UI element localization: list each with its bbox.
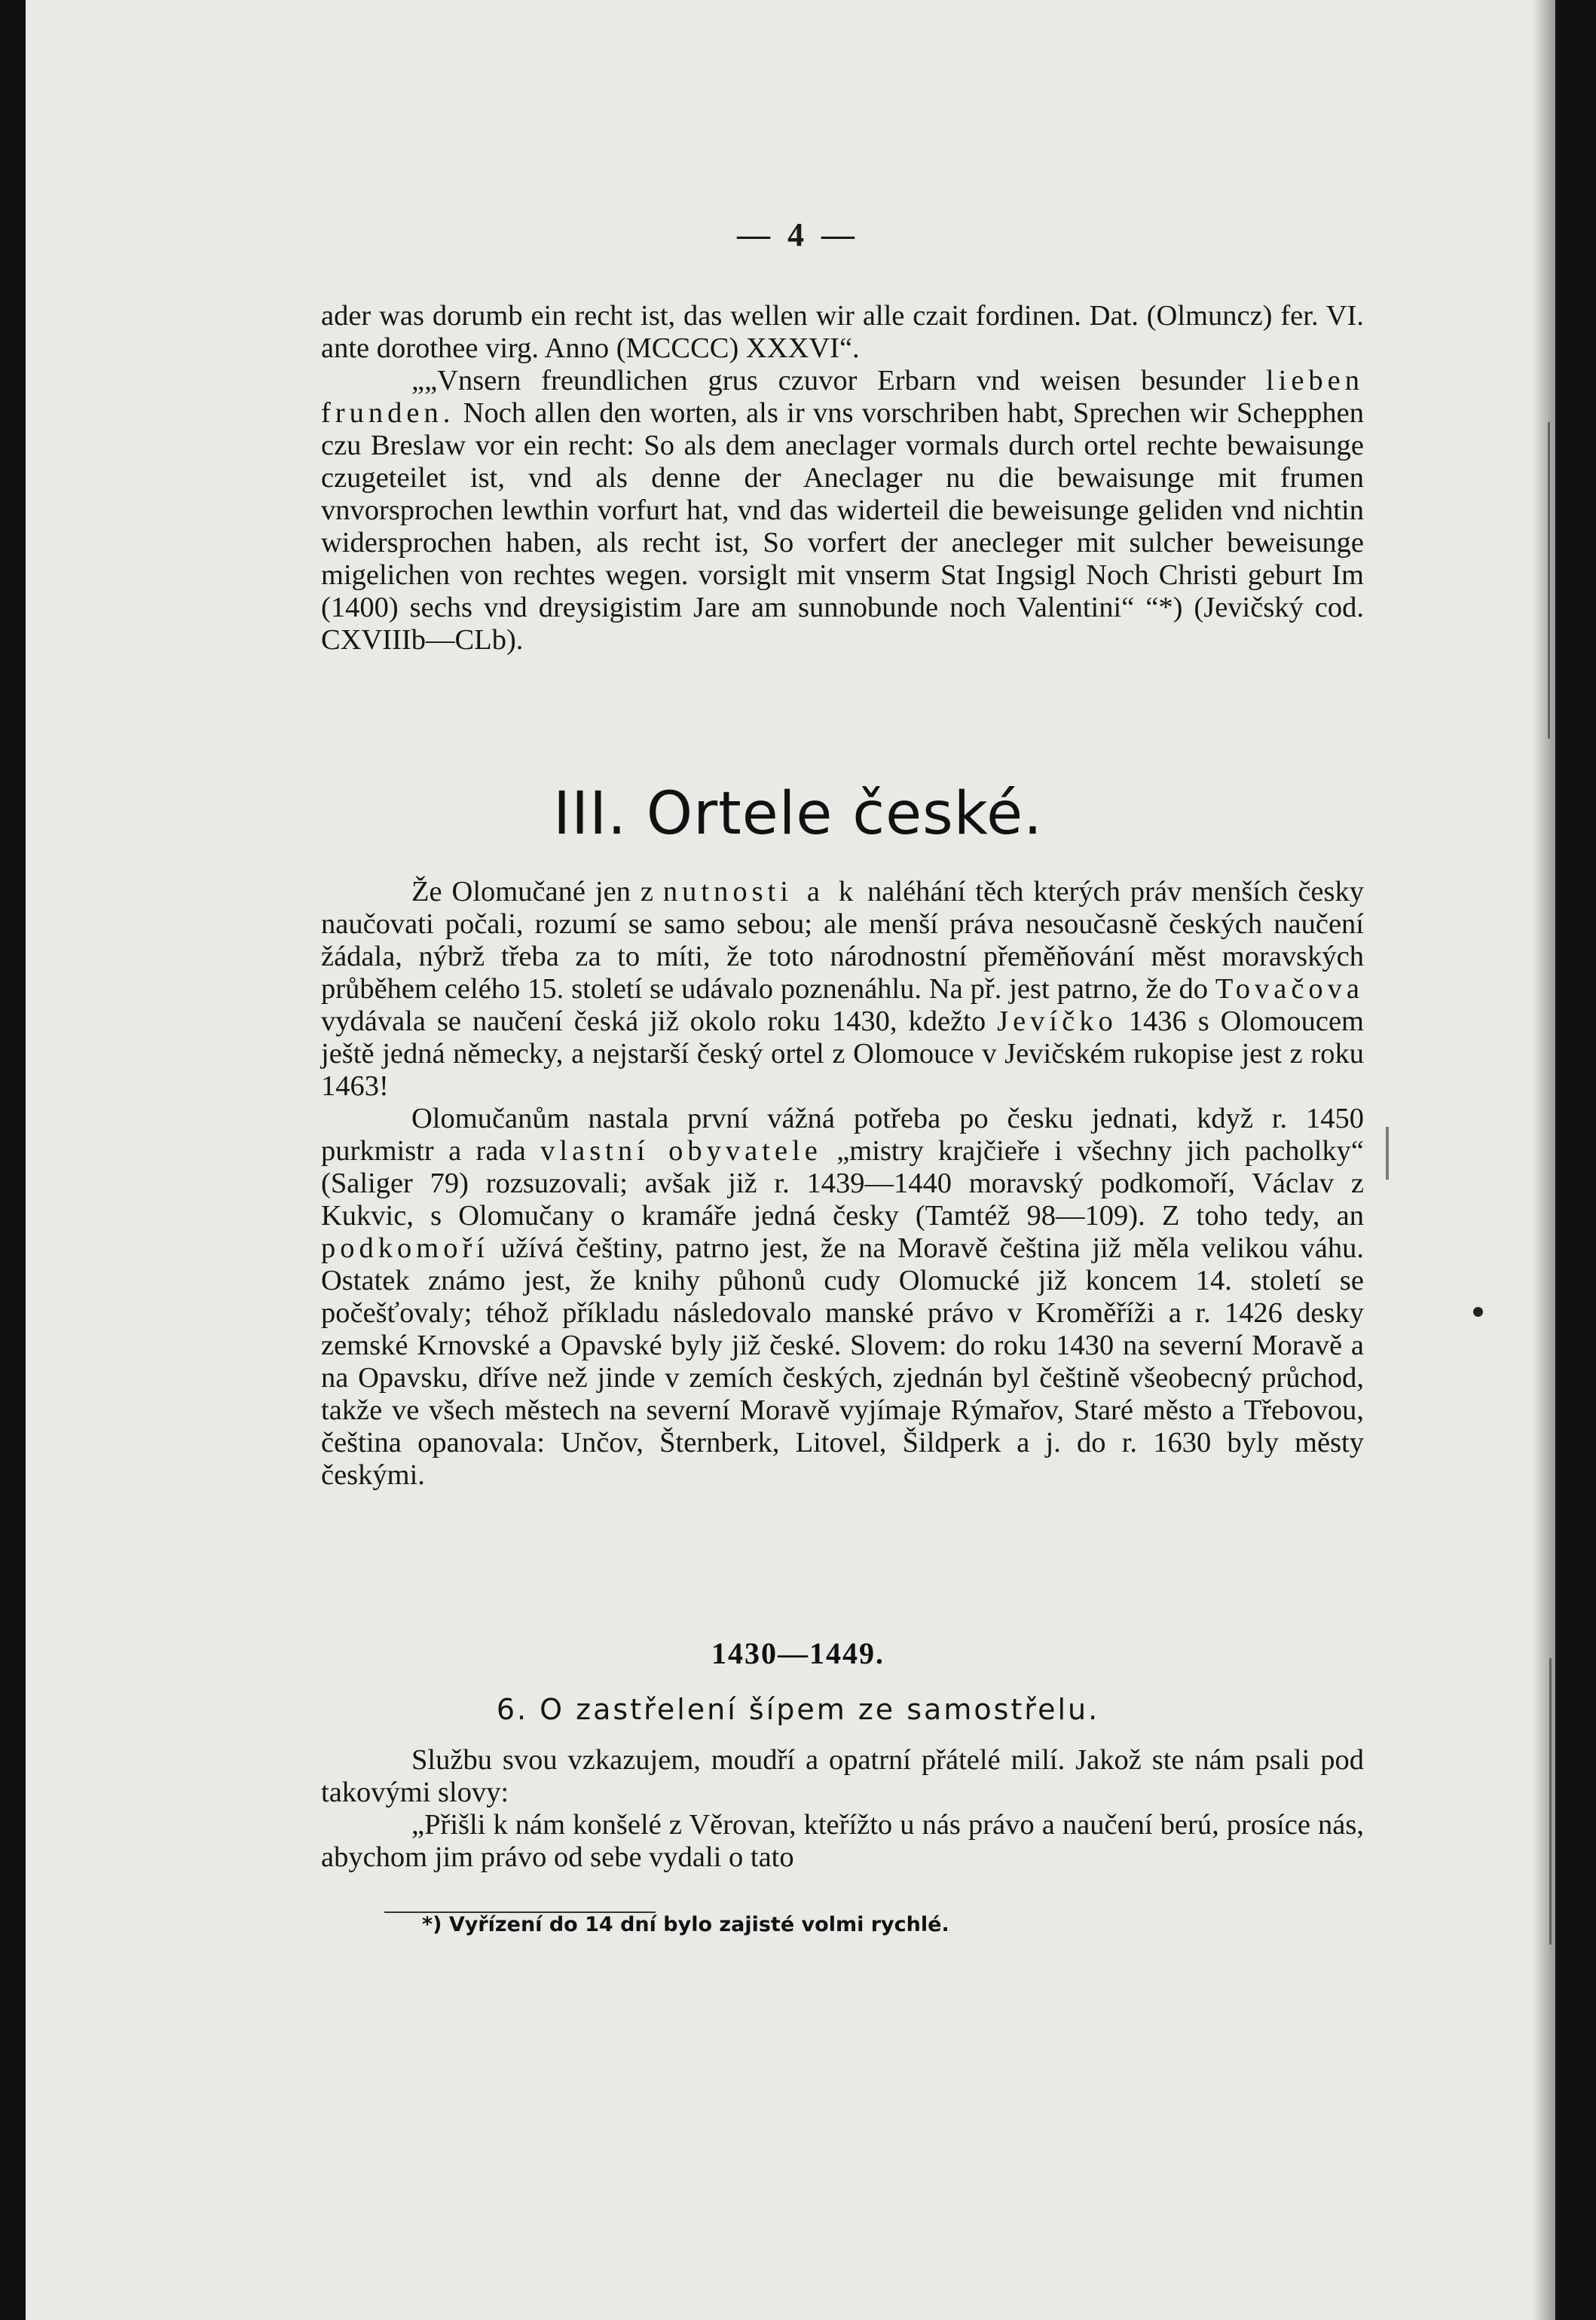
section-title: III. Ortele české. — [553, 780, 1043, 848]
czech-text-block — [321, 876, 1364, 1492]
czech-p1-d: 1436 s Olomoucem ještě jedná německy, a nejstarší český ortel z Olomouce v Jevičském rukopise jest z roku 1463! — [321, 1005, 1364, 1102]
german-paragraph-1: ader was dorumb ein recht ist, das wellen wir alle czait fordinen. Dat. (Olmuncz) fer. VI. ante dorothee virg. Anno (MCCCC) XXXVI“. — [321, 300, 1364, 364]
czech-p1-b: naléhání těch kterých práv menších česky naučovati počali, rozumí se samo sebou; ale menší práva nesoučasně českých naučení žádala, nýbrž třeba za to míti, že toto národnostní přeměňování měst moravských průběhem celého 15. století se udávalo poznenáhlu. Na př. jest patrno, že do — [321, 876, 1364, 1005]
czech-paragraph-2 — [321, 1103, 1364, 1492]
entry-paragraph-2: „Přišli k nám konšelé z Věrovan, kteřížto u nás právo a naučení berú, prosíce nás, abychom jim právo od sebe vydali o tato — [321, 1809, 1364, 1873]
scan-mark — [1386, 1127, 1389, 1180]
czech-p2-spaced-2: podkomoří — [321, 1232, 489, 1264]
page-number: — 4 — — [737, 216, 859, 253]
czech-p1-spaced-3: Jevíčko — [997, 1005, 1118, 1037]
czech-p2-b: „mistry krajčieře i všechny jich pacholky“ (Saliger 79) rozsuzovali; avšak již r. 1439—1440 moravský podkomoří, Václav z Kukvic, s Olomučany o kramáře jedná česky (Tamtéž 98—109). Z toho tedy, an — [321, 1135, 1364, 1232]
german-paragraph-2-start: „„Vnsern freundlichen grus czuvor Erbarn vnd weisen besunder — [411, 365, 1266, 396]
czech-p2-a: Olomučanům nastala první vážná potřeba po česku jednati, když r. 1450 purkmistr a rada — [321, 1103, 1364, 1167]
footnote: *) Vyřízení do 14 dní bylo zajisté volmi rychlé. — [422, 1913, 949, 1936]
page-edge-shadow — [1533, 0, 1555, 2320]
german-paragraph-2 — [321, 365, 1364, 657]
margin-dot — [1473, 1307, 1483, 1317]
czech-p1-spaced-1: nutnosti a k — [662, 876, 858, 907]
czech-p1-spaced-2: Tovačova — [1215, 973, 1364, 1005]
czech-paragraph-1 — [321, 876, 1364, 1103]
entry-paragraph-1: Službu svou vzkazujem, moudří a opatrní přátelé milí. Jakož ste nám psali pod takovými slovy: — [321, 1744, 1364, 1808]
german-paragraph-2-spaced: lieben frunden. — [321, 365, 1364, 429]
czech-p1-c: vydávala se naučení česká již okolo roku 1430, kdežto — [321, 1005, 998, 1037]
german-text-block — [321, 300, 1364, 657]
year-range-heading: 1430—1449. — [711, 1636, 885, 1670]
czech-p2-spaced-1: vlastní obyvatele — [540, 1135, 822, 1167]
german-paragraph-2-rest: Noch allen den worten, als ir vns vorschriben habt, Sprechen wir Schepphen czu Breslaw vor ein recht: So als dem aneclager vormals durch ortel rechte bewaisunge czugeteilet ist, vnd als denne der Aneclager nu die bewaisunge mit frumen vnvorsprochen lewthin vorfurt hat, vnd das widerteil die beweisunge geliden vnd nichtin widersprochen haben, als recht ist, So vorfert der anecleger mit sulcher beweisunge migelichen von rechtes wegen. vorsiglt mit vnserm Stat Ingsigl Noch Christi geburt Im (1400) sechs vnd dreysigistim Jare am sunnobunde noch Valentini“ “*) (Jevičský cod. CXVIIIb—CLb). — [321, 397, 1364, 656]
entry-heading: 6. O zastřelení šípem ze samostřelu. — [496, 1693, 1100, 1726]
czech-p1-a: Že Olomučané jen z — [411, 876, 663, 907]
entry-text-block — [321, 1744, 1364, 1874]
czech-p2-c: užívá češtiny, patrno jest, že na Moravě čeština již měla velikou váhu. Ostatek známo jest, že knihy půhonů cudy Olomucké již koncem 14. století se počešťovaly; téhož příkladu následovalo manské právo v Kroměříži a r. 1426 desky zemské Krnovské a Opavské byly již české. Slovem: do roku 1430 na severní Moravě a na Opavsku, dříve než jinde v zemích českých, zjednán byl češtině všeobecný průchod, takže ve všech městech na severní Moravě vyjímaje Rýmařov, Staré město a Třebovou, čeština opanovala: Unčov, Šternberk, Litovel, Šildperk a j. do r. 1630 byly městy českými. — [321, 1232, 1364, 1491]
scan-mark — [1548, 422, 1550, 739]
